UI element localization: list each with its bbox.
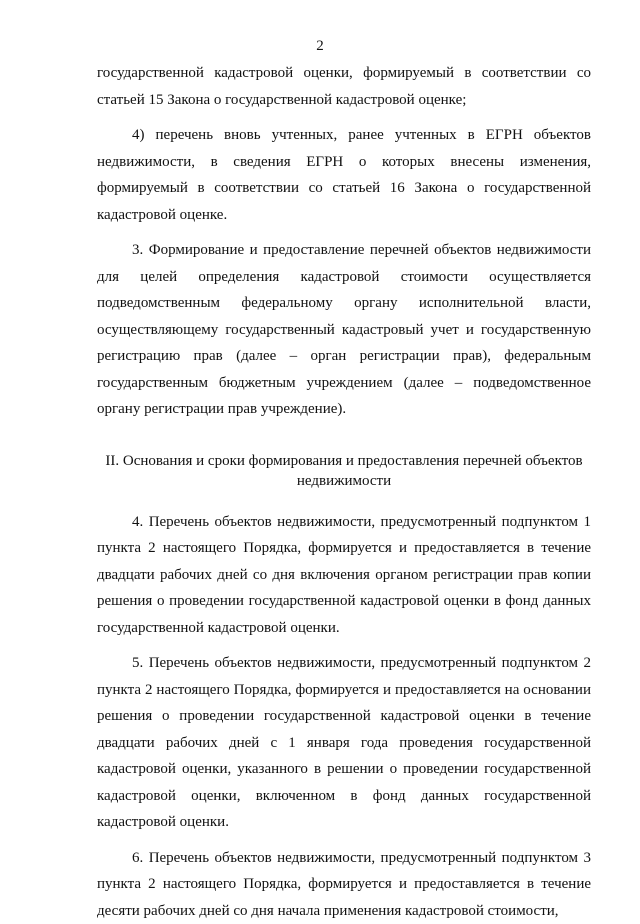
paragraph-4: 4. Перечень объектов недвижимости, предусмотренный подпунктом 1 пункта 2 настоящего Порядка, формируется и предоставляется в течение двадцати рабочих дней со дня включения органом регистрации прав копии решения о проведении государственной кадастровой оценки в фонд данных государственной кадастровой оценки. xyxy=(97,509,591,642)
page-number: 2 xyxy=(0,38,640,55)
section-heading: II. Основания и сроки формирования и предоставления перечней объектов недвижимости xyxy=(97,451,591,491)
paragraph-5: 5. Перечень объектов недвижимости, предусмотренный подпунктом 2 пункта 2 настоящего Порядка, формируется и предоставляется на основании решения о проведении государственной кадастровой оценки в течение двадцати рабочих дней с 1 января года проведения государственной кадастровой оценки, указанного в решении о проведении государственной кадастровой оценки, включенном в фонд данных государственной кадастровой оценки. xyxy=(97,650,591,836)
paragraph-item-4: 4) перечень вновь учтенных, ранее учтенных в ЕГРН объектов недвижимости, в сведения ЕГРН о которых внесены изменения, формируемый в соответствии со статьей 16 Закона о государственной кадастровой оценке. xyxy=(97,122,591,228)
paragraph-3: 3. Формирование и предоставление перечней объектов недвижимости для целей определения кадастровой стоимости осуществляется подведомственным федеральному органу исполнительной власти, осуществляющему государственный кадастровый учет и государственную регистрацию прав (далее – орган регистрации прав), федеральным государственным бюджетным учреждением (далее – подведомственное органу регистрации прав учреждение). xyxy=(97,237,591,423)
paragraph-continuation: государственной кадастровой оценки, формируемый в соответствии со статьей 15 Закона о государственной кадастровой оценке; xyxy=(97,60,591,113)
paragraph-6: 6. Перечень объектов недвижимости, предусмотренный подпунктом 3 пункта 2 настоящего Порядка, формируется и предоставляется в течение десяти рабочих дней со дня начала применения кадастровой стоимости, xyxy=(97,845,591,924)
document-body xyxy=(97,60,591,924)
